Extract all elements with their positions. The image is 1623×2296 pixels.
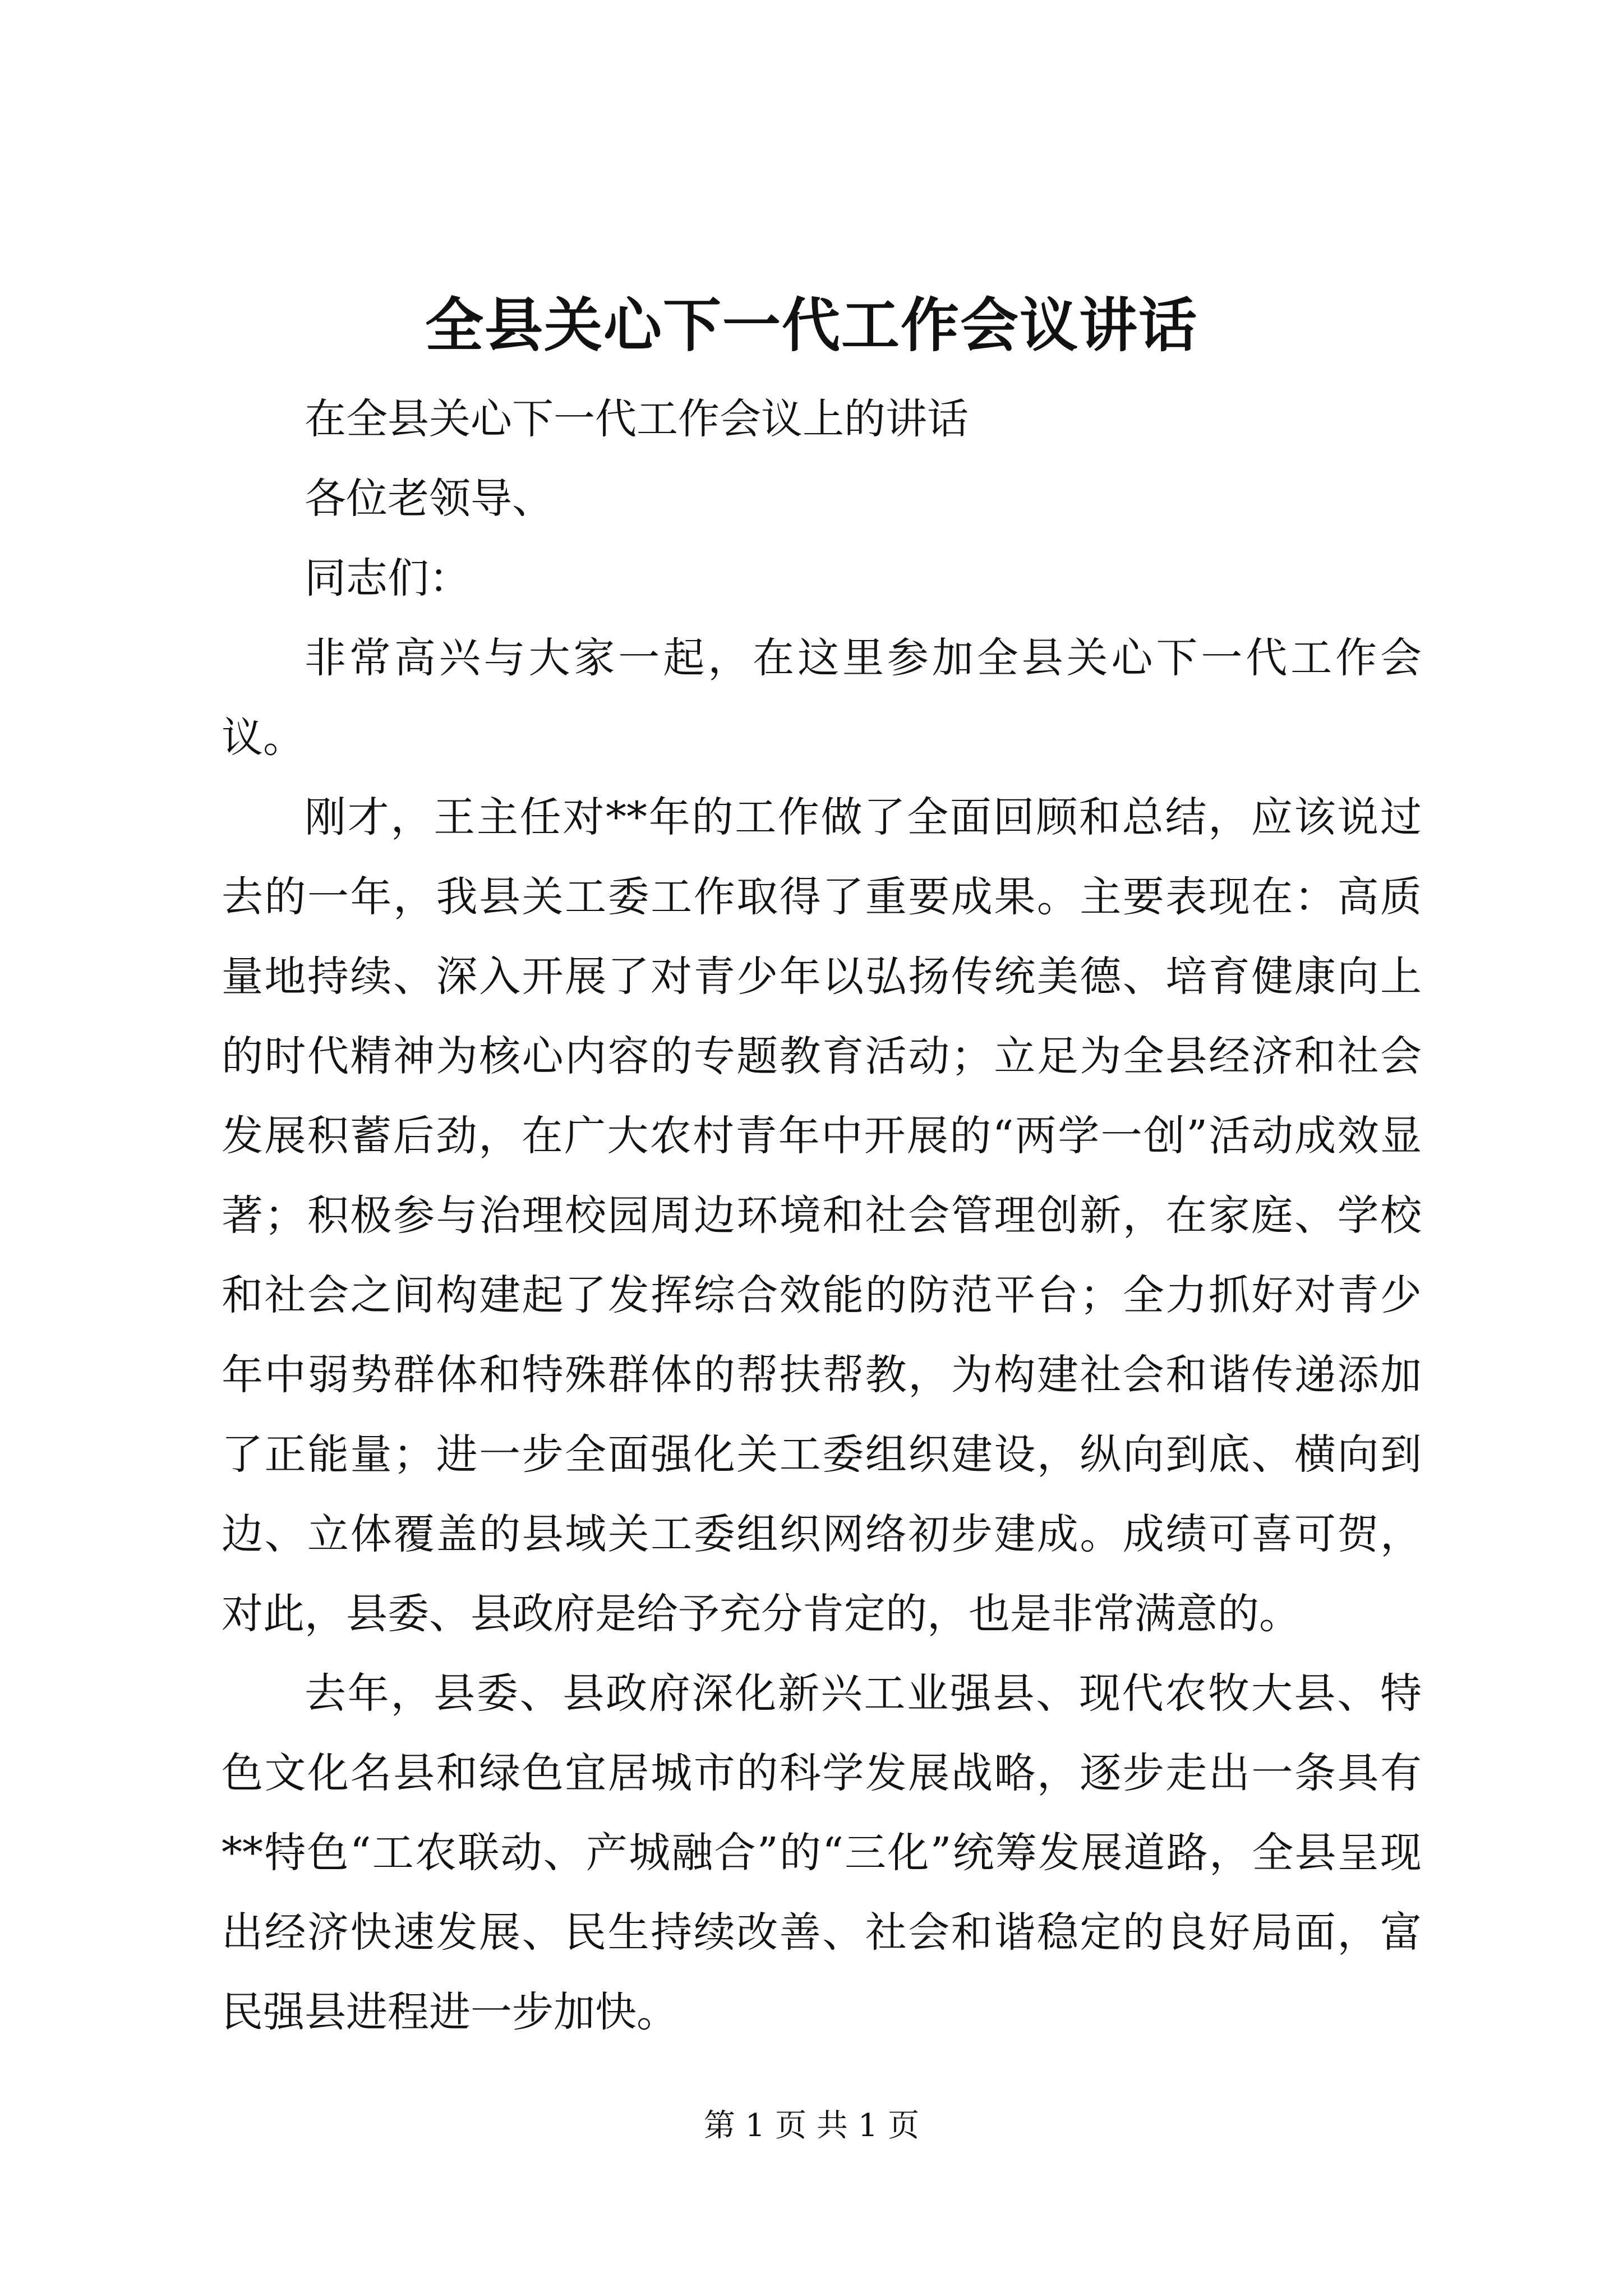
page-number-footer: 第 1 页 共 1 页 [703, 2108, 920, 2144]
salutation-line-2: 同志们： [305, 554, 471, 602]
body-paragraph: 非常高兴与大家一起，在这里参加全县关心下一代工作会议。 [222, 634, 1422, 762]
document-title: 全县关心下一代工作会议讲话 [425, 291, 1198, 360]
body-paragraph: 刚才，王主任对**年的工作做了全面回顾和总结，应该说过去的一年，我县关工委工作取得了重要成果。主要表现在：高质量地持续、深入开展了对青少年以弘扬传统美德、培育健康向上的时代精神为核心内容的专题教育活动；立足为全县经济和社会发展积蓄后劲，在广大农村青年中开展的“两学一创”活动成效显著；积极参与治理校园周边环境和社会管理创新，在家庭、学校和社会之间构建起了发挥综合效能的防范平台；全力抓好对青少年中弱势群体和特殊群体的帮扶帮教，为构建社会和谐传递添加了正能量；进一步全面强化关工委组织建设，纵向到底、横向到边、立体覆盖的县域关工委组织网络初步建成。成绩可喜可贺，对此，县委、县政府是给予充分肯定的，也是非常满意的。 [222, 793, 1422, 1638]
salutation-line-1: 各位老领导、 [305, 475, 554, 523]
body-paragraph: 去年，县委、县政府深化新兴工业强县、现代农牧大县、特色文化名县和绿色宜居城市的科学发展战略，逐步走出一条具有**特色“工农联动、产城融合”的“三化”统筹发展道路，全县呈现出经济快速发展、民生持续改善、社会和谐稳定的良好局面，富民强县进程进一步加快。 [222, 1669, 1422, 2036]
document-body [222, 379, 1422, 2052]
speech-subtitle: 在全县关心下一代工作会议上的讲话 [305, 395, 969, 443]
